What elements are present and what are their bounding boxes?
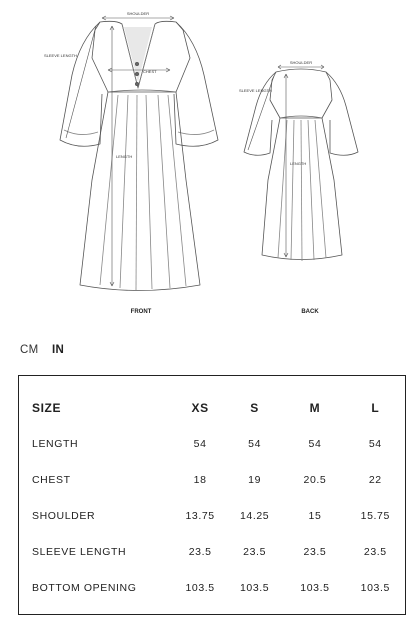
cell-value: 54 bbox=[368, 438, 382, 450]
cell-value: 23.5 bbox=[303, 546, 327, 558]
row-label: CHEST bbox=[32, 474, 71, 486]
table-row bbox=[19, 570, 405, 606]
header-size: SIZE bbox=[32, 401, 62, 415]
cell-value: 103.5 bbox=[185, 582, 215, 594]
row-label: SHOULDER bbox=[32, 510, 96, 522]
cell-value: 15.75 bbox=[360, 510, 390, 522]
cell-value: 23.5 bbox=[363, 546, 387, 558]
header-s: S bbox=[250, 401, 259, 415]
cell-value: 14.25 bbox=[239, 510, 270, 522]
header-m: M bbox=[309, 401, 321, 415]
front-sleeve-length-label: SLEEVE LENGTH bbox=[44, 53, 77, 58]
unit-toggle bbox=[20, 344, 74, 356]
table-header-row bbox=[19, 390, 405, 426]
row-label: LENGTH bbox=[32, 438, 79, 450]
cell-value: 23.5 bbox=[243, 546, 267, 558]
back-caption: BACK bbox=[301, 309, 319, 315]
table-row bbox=[19, 498, 405, 534]
table-row bbox=[19, 426, 405, 462]
back-sleeve-length-label: SLEEVE LENGTH bbox=[239, 88, 272, 93]
header-l: L bbox=[371, 401, 380, 415]
size-table bbox=[19, 390, 405, 606]
cell-value: 103.5 bbox=[360, 582, 390, 594]
cell-value: 19 bbox=[248, 474, 262, 486]
cell-value: 13.75 bbox=[185, 510, 215, 522]
cell-value: 103.5 bbox=[239, 582, 270, 594]
front-caption: FRONT bbox=[130, 309, 152, 315]
size-chart bbox=[18, 375, 406, 615]
cell-value: 22 bbox=[368, 474, 382, 486]
table-row bbox=[19, 462, 405, 498]
header-xs: XS bbox=[191, 401, 209, 415]
cell-value: 18 bbox=[193, 474, 207, 486]
cell-value: 15 bbox=[308, 510, 322, 522]
cell-value: 20.5 bbox=[303, 474, 327, 486]
unit-in-button[interactable]: IN bbox=[52, 344, 65, 356]
row-label: BOTTOM OPENING bbox=[32, 582, 137, 594]
cell-value: 103.5 bbox=[300, 582, 330, 594]
front-chest-label: CHEST bbox=[143, 69, 157, 74]
back-shoulder-label: SHOULDER bbox=[289, 60, 313, 65]
row-label: SLEEVE LENGTH bbox=[32, 546, 127, 558]
cell-value: 54 bbox=[193, 438, 207, 450]
front-dress-drawing bbox=[60, 21, 218, 290]
unit-cm-button[interactable]: CM bbox=[20, 344, 39, 356]
front-length-label: LENGTH bbox=[116, 154, 133, 159]
back-length-label: LENGTH bbox=[290, 161, 307, 166]
front-shoulder-label: SHOULDER bbox=[126, 11, 150, 16]
cell-value: 23.5 bbox=[188, 546, 212, 558]
cell-value: 54 bbox=[248, 438, 262, 450]
cell-value: 54 bbox=[308, 438, 322, 450]
table-row bbox=[19, 534, 405, 570]
